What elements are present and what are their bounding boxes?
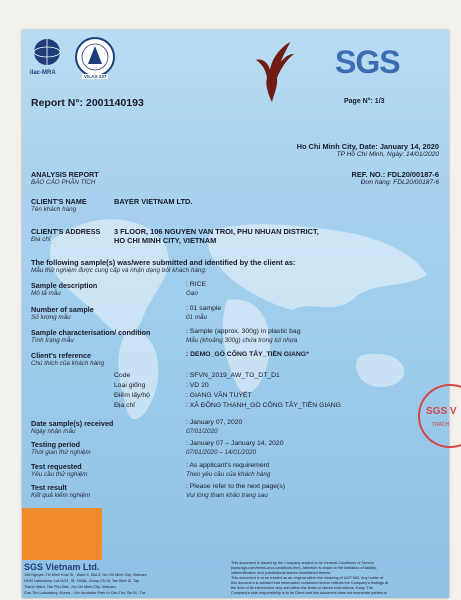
ref-detail-value: : XÃ ĐỒNG THẠNH_GÒ CÔNG TÂY_TIỀN GIANG <box>186 402 341 409</box>
field-label-vi: Ngày nhận mẫu <box>31 428 76 435</box>
client-address-line2: HO CHI MINH CITY, VIETNAM <box>114 236 217 245</box>
ref-detail-value: : GIANG VĂN TUYẾT <box>186 392 252 399</box>
footer-address-line: Thanh Ward, Tan Phu Dist., Ho Chi Minh City, Vietnam <box>24 585 116 589</box>
footer-address-line: 198 Nguyen Thi Minh Khai St., Ward 6, Dist.3, Ho Chi Minh City, Vietnam <box>24 573 147 577</box>
ref-number-vi: Đơn hàng: FDL20/00187-6 <box>360 179 439 186</box>
field-label: Testing period <box>31 440 80 449</box>
field-label: Test requested <box>31 462 82 471</box>
field-label: Client's reference <box>31 351 92 360</box>
client-address-label-vi: Địa chỉ <box>31 236 51 243</box>
field-value: : 01 sample <box>186 305 222 312</box>
field-label: Date sample(s) received <box>31 419 114 428</box>
field-value: : Please refer to the next page(s) <box>186 483 285 490</box>
field-label: Number of sample <box>31 305 94 314</box>
page-number: Page N°: 1/3 <box>344 98 385 105</box>
field-value-vi: 01 mẫu <box>186 314 208 321</box>
ilac-mra-label: ilac-MRA <box>30 70 56 76</box>
field-label-vi: Chú thích của khách hàng <box>31 360 105 367</box>
field-value: : RICE <box>186 281 207 288</box>
ref-detail-label: Điểm lấy/hộ <box>114 392 150 399</box>
field-label-vi: Tình trạng mẫu <box>31 337 74 344</box>
ilac-mra-logo <box>30 38 64 70</box>
field-label-vi: Mô tả mẫu <box>31 290 61 297</box>
field-value-vi: Mẫu (khoảng 300g) chứa trong túi nhựa <box>186 337 298 344</box>
field-value-vi: Theo yêu cầu của khách hàng <box>186 471 271 478</box>
ref-detail-label: Loại giống <box>114 382 146 389</box>
report-number-label: Report N°: <box>31 97 84 109</box>
footer-address-line: Can Tho Laboratory: Korea – Vin Incubator Park In Can Tho, Ba St., Tra <box>24 591 146 595</box>
field-value-vi: 07/01/2020 <box>186 428 218 435</box>
intro-text-vi: Mẫu thử nghiệm được cung cấp và nhận dạng bởi khách hàng: <box>31 267 207 274</box>
vilas-label: VILAS 237 <box>84 74 107 79</box>
client-address-line1: 3 FLOOR, 106 NGUYEN VAN TROI, PHU NHUAN DISTRICT, <box>114 227 319 236</box>
footer-disclaimer-line: indemnification and jurisdictional issues established therein. <box>231 571 332 575</box>
orange-footer-block <box>22 508 102 560</box>
footer-disclaimer-line: this document is advised that information contained hereon reflects the Company's findings at <box>231 581 389 585</box>
report-number: 2001140193 <box>86 97 144 109</box>
field-label-vi: Số lượng mẫu <box>31 314 71 321</box>
analysis-report-title-vi: BÁO CÁO PHÂN TÍCH <box>31 179 96 186</box>
field-label-vi: Thời gian thử nghiệm <box>31 449 91 456</box>
analysis-report-title: ANALYSIS REPORT <box>31 170 99 179</box>
field-value-vi: Vui lòng tham khảo trang sau <box>186 492 268 499</box>
footer-disclaimer-line: This document is to be treated as an original within the meaning of UCP 600. Any holder of <box>231 576 384 580</box>
footer-disclaimer-line: Company's sole responsibility is to its Client and this document does not exonerate parties to <box>231 591 387 595</box>
report-sheet <box>22 30 449 598</box>
company-stamp-subtext: TRÁCH <box>432 422 450 428</box>
field-value: : As applicant's requirement <box>186 462 270 469</box>
ref-detail-label: Địa chỉ <box>114 402 135 409</box>
ref-detail-value: : SFVN_2019_AW_TG_DT_D1 <box>186 372 280 379</box>
footer-disclaimer-line: (www.sgs.com/terms-and-conditions.htm). Attention is drawn to the limitation of liability, <box>231 566 377 570</box>
footer-company: SGS Vietnam Ltd. <box>24 562 100 572</box>
client-name: BAYER VIETNAM LTD. <box>114 197 193 206</box>
field-value-vi: 07/01/2020 – 14/01/2020 <box>186 449 257 456</box>
report-date: Ho Chi Minh City, Date: January 14, 2020 <box>296 142 439 151</box>
company-stamp-text: SGS V <box>426 406 457 417</box>
field-value: : DEMO_GÒ CÔNG TÂY_TIỀN GIANG* <box>186 351 309 358</box>
field-label: Test result <box>31 483 67 492</box>
eagle-emblem <box>250 40 298 104</box>
report-date-vi: TP Hồ Chí Minh, Ngày: 14/01/2020 <box>336 151 439 158</box>
field-value-vi: Gạo <box>186 290 198 297</box>
field-label: Sample description <box>31 281 98 290</box>
client-address-label: CLIENT'S ADDRESS <box>31 227 101 236</box>
field-label-vi: Yêu cầu thử nghiệm <box>31 471 88 478</box>
footer-address-line: HCM Laboratory: Lot III/21, St. 19/5A, Group CN III, Tan Binh IZ, Tay <box>24 579 140 583</box>
footer-disclaimer-line: the time of its intervention only and within the limits of client's instructions, if any. The <box>231 586 373 590</box>
ref-detail-value: : VD 20 <box>186 382 209 389</box>
footer-disclaimer-line: This document is issued by the Company subject to its General Conditions of Service <box>231 561 375 565</box>
client-name-label: CLIENT'S NAME <box>31 197 87 206</box>
ref-detail-label: Code <box>114 372 131 379</box>
field-label-vi: Kết quả kiểm nghiệm <box>31 492 91 499</box>
field-value: : January 07 – January 14, 2020 <box>186 440 284 447</box>
field-value: : Sample (approx. 300g) in plastic bag <box>186 328 301 335</box>
intro-text: The following sample(s) was/were submitted and identified by the client as: <box>31 258 296 267</box>
field-value: : January 07, 2020 <box>186 419 243 426</box>
vilas-accreditation-seal <box>74 36 116 78</box>
ref-number: REF. NO.: FDL20/00187-6 <box>351 170 439 179</box>
sgs-logo: SGS <box>335 44 400 80</box>
client-name-label-vi: Tên khách hàng <box>31 206 77 213</box>
field-label: Sample characterisation/ condition <box>31 328 151 337</box>
